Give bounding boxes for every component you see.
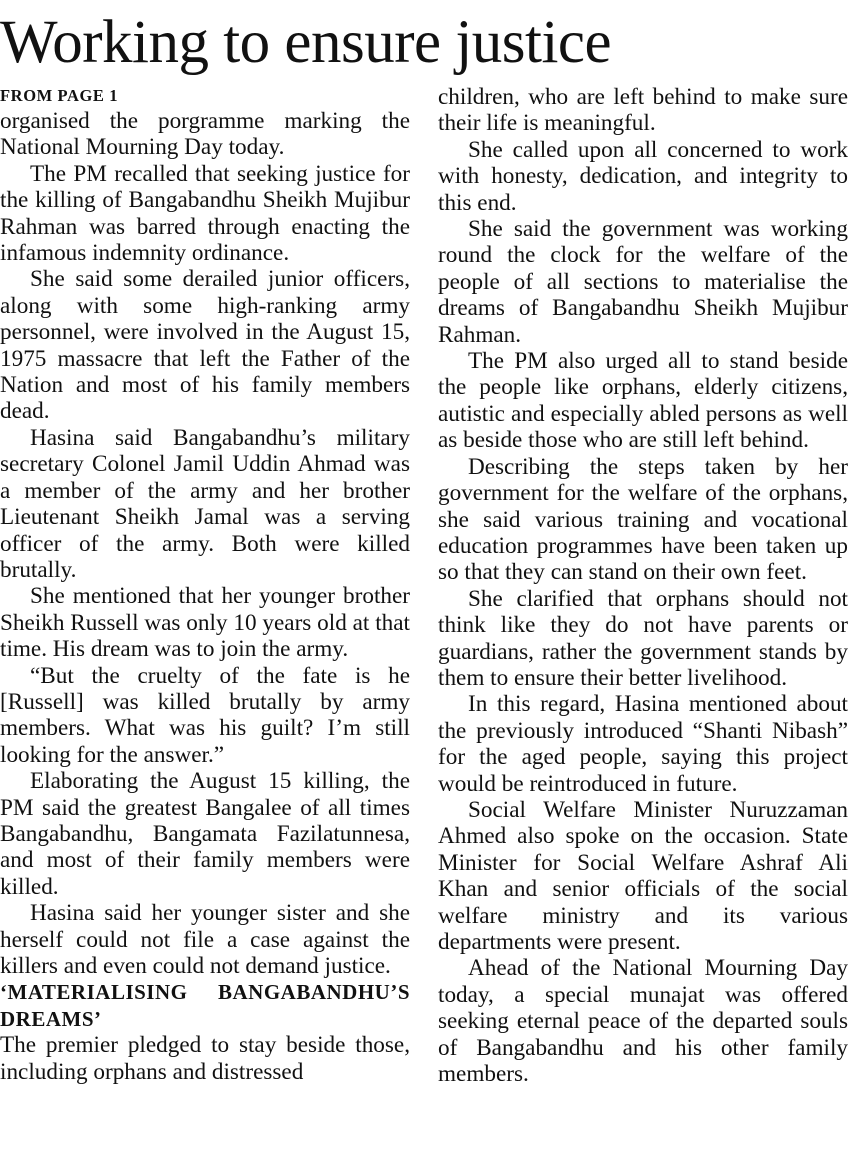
paragraph: The premier pledged to stay beside those, including orphans and distressed bbox=[0, 1032, 410, 1085]
paragraph: Social Welfare Minister Nuruzzaman Ahmed also spoke on the occasion. State Minister for Social Welfare Ashraf Ali Khan and senior officials of the social welfare ministry and its various departments were present. bbox=[438, 796, 848, 955]
paragraph: Ahead of the National Mourning Day today, a special munajat was offered seeking eternal peace of the departed souls of Bangabandhu and his other family members. bbox=[438, 955, 848, 1088]
headline: Working to ensure justice bbox=[0, 9, 612, 76]
continuation-kicker: FROM PAGE 1 bbox=[0, 86, 119, 105]
paragraph: children, who are left behind to make sure their life is meaningful. bbox=[438, 84, 848, 137]
paragraph: organised the porgramme marking the National Mourning Day today. bbox=[0, 108, 410, 161]
paragraph: She called upon all concerned to work with honesty, dedication, and integrity to this end. bbox=[438, 136, 848, 216]
paragraph: The PM recalled that seeking justice for the killing of Bangabandhu Sheikh Mujibur Rahman was barred through enacting the infamous indemnity ordinance. bbox=[0, 160, 410, 267]
paragraph: Describing the steps taken by her government for the welfare of the orphans, she said various training and vocational education programmes have been taken up so that they can stand on their own feet. bbox=[438, 453, 848, 586]
paragraph: “But the cruelty of the fate is he [Russell] was killed brutally by army members. What was his guilt? I’m still looking for the answer.” bbox=[0, 662, 410, 768]
paragraph: She mentioned that her younger brother Sheikh Russell was only 10 years old at that time. His dream was to join the army. bbox=[0, 583, 410, 663]
section-subhead: ‘MATERIALISING BANGABANDHU’S DREAMS’ bbox=[0, 980, 410, 1031]
right-column bbox=[438, 84, 848, 1087]
paragraph: She clarified that orphans should not think like they do not have parents or guardians, rather the government stands by them to ensure their better livelihood. bbox=[438, 585, 848, 691]
paragraph: Hasina said Bangabandhu’s military secretary Colonel Jamil Uddin Ahmad was a member of the army and her brother Lieutenant Sheikh Jamal was a serving officer of the army. Both were killed brutally. bbox=[0, 424, 410, 583]
paragraph: In this regard, Hasina mentioned about the previously introduced “Shanti Nibash” for the aged people, saying this project would be reintroduced in future. bbox=[438, 691, 848, 797]
paragraph: The PM also urged all to stand beside the people like orphans, elderly citizens, autistic and especially abled persons as well as beside those who are still left behind. bbox=[438, 348, 848, 454]
paragraph: Elaborating the August 15 killing, the PM said the greatest Bangalee of all times Bangabandhu, Bangamata Fazilatunnesa, and most of their family members were killed. bbox=[0, 768, 410, 900]
left-column bbox=[0, 84, 410, 1085]
paragraph: Hasina said her younger sister and she herself could not file a case against the killers and even could not demand justice. bbox=[0, 900, 410, 979]
paragraph: She said the government was working round the clock for the welfare of the people of all sections to materialise the dreams of Bangabandhu Sheikh Mujibur Rahman. bbox=[438, 216, 848, 348]
paragraph: She said some derailed junior officers, along with some high-ranking army personnel, were involved in the August 15, 1975 massacre that left the Father of the Nation and most of his family members dead. bbox=[0, 266, 410, 425]
